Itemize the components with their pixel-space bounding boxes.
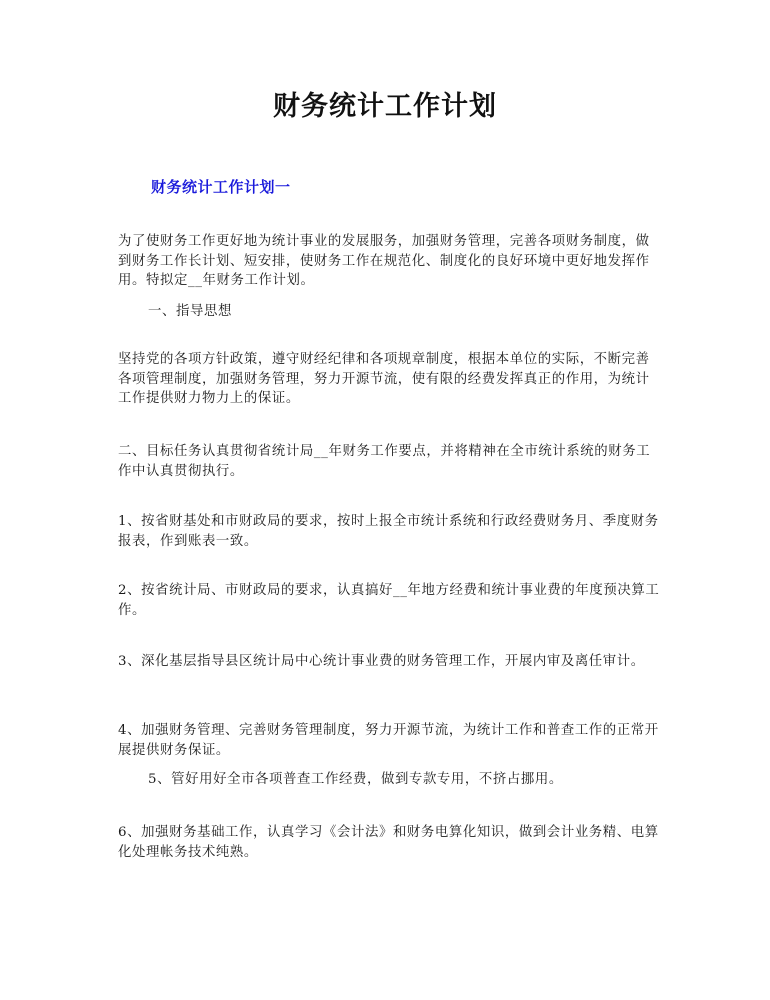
- list-item-4: 4、加强财务管理、完善财务管理制度，努力开源节流，为统计工作和普查工作的正常开展提供财务保证。: [118, 723, 659, 758]
- list-item-5: 5、管好用好全市各项普查工作经费，做到专款专用，不挤占挪用。: [148, 772, 563, 787]
- list-item-1: 1、按省财基处和市财政局的要求，按时上报全市统计系统和行政经费财务月、季度财务报表，作到账表一致。: [118, 514, 659, 549]
- paragraph-intro: 为了使财务工作更好地为统计事业的发展服务，加强财务管理，完善各项财务制度，做到财务工作长计划、短安排，使财务工作在规范化、制度化的良好环境中更好地发挥作用。特拟定__年财务工作计划。: [118, 234, 650, 288]
- paragraph-guiding-thought: 坚持党的各项方针政策，遵守财经纪律和各项规章制度，根据本单位的实际，不断完善各项管理制度，加强财务管理，努力开源节流，使有限的经费发挥真正的作用，为统计工作提供财力物力上的保证。: [118, 352, 650, 406]
- document-title: 财务统计工作计划: [273, 91, 497, 122]
- list-item-2: 2、按省统计局、市财政局的要求，认真搞好__年地方经费和统计事业费的年度预决算工作。: [118, 583, 660, 618]
- list-item-6: 6、加强财务基础工作，认真学习《会计法》和财务电算化知识，做到会计业务精、电算化处理帐务技术纯熟。: [118, 825, 659, 860]
- paragraph-target-tasks: 二、目标任务认真贯彻省统计局__年财务工作要点，并将精神在全市统计系统的财务工作中认真贯彻执行。: [118, 444, 651, 479]
- document-subtitle: 财务统计工作计划一: [151, 178, 291, 196]
- section-heading-guiding-thought: 一、指导思想: [148, 304, 232, 319]
- list-item-3: 3、深化基层指导县区统计局中心统计事业费的财务管理工作，开展内审及离任审计。: [118, 654, 645, 669]
